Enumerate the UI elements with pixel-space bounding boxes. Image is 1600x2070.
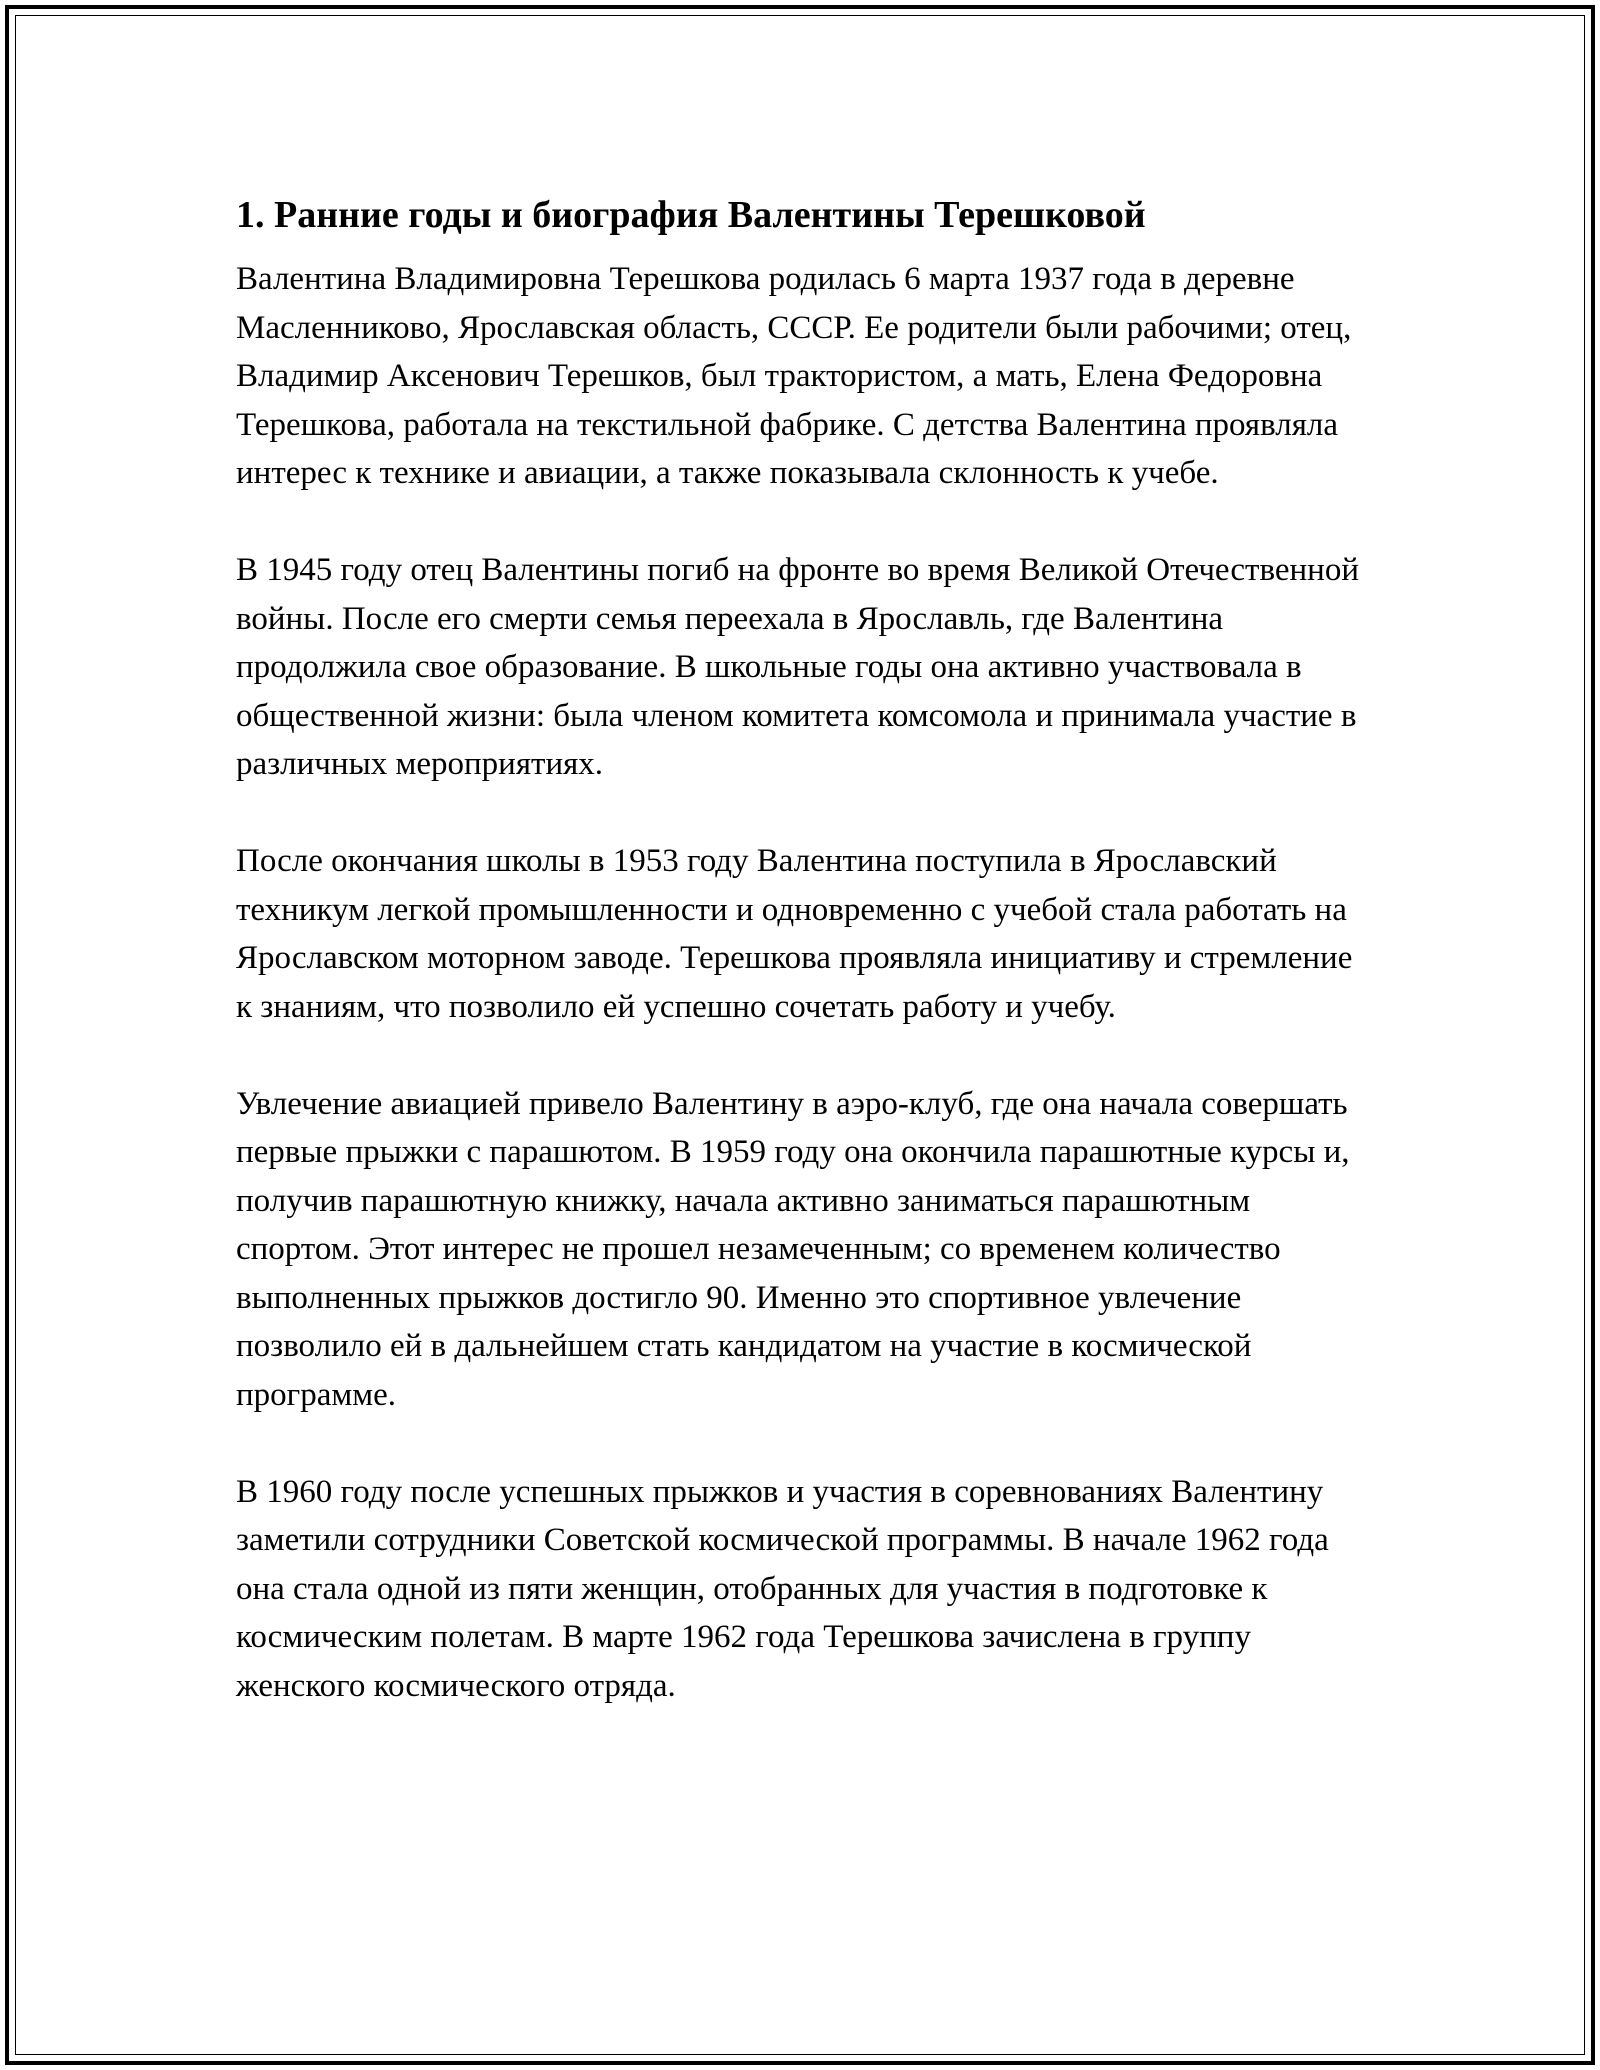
paragraph-parachuting: Увлечение авиацией привело Валентину в аэро-клуб, где она начала совершать первые прыжки с парашютом. В 1959 году она окончила парашютные курсы и, получив парашютную книжку, начала активно заниматься парашютным спортом. Этот интерес не прошел незамеченным; со временем количество выполненных прыжков достигло 90. Именно это спортивное увлечение позволило ей в дальнейшем стать кандидатом на участие в космической программе. [236, 1085, 1350, 1413]
section-heading: 1. Ранние годы и биография Валентины Терешковой [236, 194, 1146, 236]
paragraph-cosmonaut-selection: В 1960 году после успешных прыжков и участия в соревнованиях Валентину заметили сотрудники Советской космической программы. В начале 1962 года она стала одной из пяти женщин, отобранных для участия в подготовке к космическим полетам. В марте 1962 года Терешкова зачислена в группу женского космического отряда. [236, 1473, 1329, 1704]
document-body [236, 183, 1376, 1759]
paragraph-education: После окончания школы в 1953 году Валентина поступила в Ярославский техникум легкой промышленности и одновременно с учебой стала работать на Ярославском моторном заводе. Терешкова проявляла инициативу и стремление к знаниям, что позволило ей успешно сочетать работу и учебу. [236, 843, 1353, 1025]
paragraph-father-death: В 1945 году отец Валентины погиб на фронте во время Великой Отечественной войны. После его смерти семья переехала в Ярославль, где Валентина продолжила свое образование. В школьные годы она активно участвовала в общественной жизни: была членом комитета комсомола и принимала участие в различных мероприятиях. [236, 552, 1359, 782]
paragraph-early-life: Валентина Владимировна Терешкова родилась 6 марта 1937 года в деревне Масленниково, Ярославская область, СССР. Ее родители были рабочими; отец, Владимир Аксенович Терешков, был трактористом, а мать, Елена Федоровна Терешкова, работала на текстильной фабрике. С детства Валентина проявляла интерес к технике и авиации, а также показывала склонность к учебе. [236, 261, 1352, 491]
